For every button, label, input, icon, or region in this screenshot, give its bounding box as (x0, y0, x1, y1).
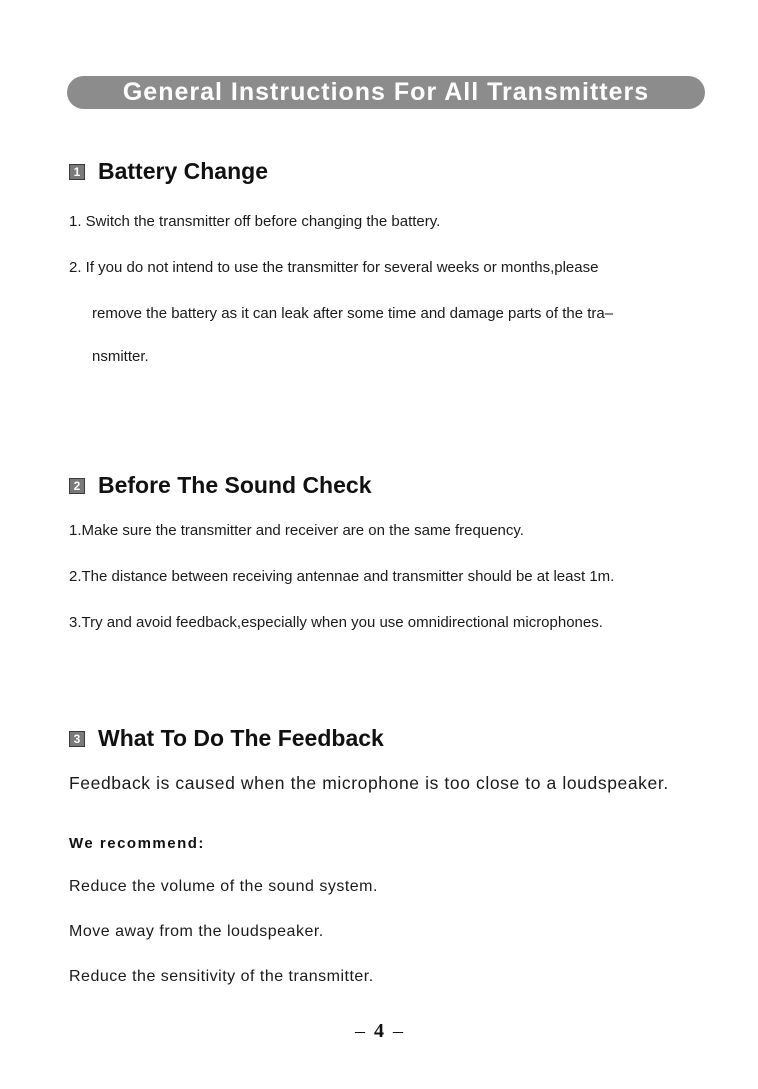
section-number-box: 1 (69, 164, 85, 180)
recommendation-item: Reduce the volume of the sound system. (69, 878, 378, 895)
section-number-box: 2 (69, 478, 85, 494)
recommendation-item: Reduce the sensitivity of the transmitter. (69, 968, 374, 985)
page-number (0, 1020, 758, 1043)
section-number-box: 3 (69, 731, 85, 747)
section-before-sound-check (69, 472, 371, 499)
section-heading: Before The Sound Check (98, 472, 372, 498)
page-dash-right: – (393, 1020, 403, 1042)
recommendation-item: Move away from the loudspeaker. (69, 923, 324, 940)
page-title: General Instructions For All Transmitters (122, 78, 650, 106)
list-item-continuation: nsmitter. (92, 348, 149, 365)
section-feedback (69, 725, 384, 752)
section-battery-change (69, 158, 268, 185)
title-banner (67, 76, 705, 109)
list-item: 2. If you do not intend to use the transmitter for several weeks or months,please (69, 259, 599, 276)
page-number-value: 4 (374, 1020, 384, 1042)
list-item-continuation: remove the battery as it can leak after some time and damage parts of the tra– (92, 305, 614, 322)
recommend-label: We recommend: (69, 835, 205, 852)
list-item: 1.Make sure the transmitter and receiver are on the same frequency. (69, 522, 524, 539)
page-dash-left: – (355, 1020, 365, 1042)
list-item: 3.Try and avoid feedback,especially when you use omnidirectional microphones. (69, 614, 603, 631)
feedback-intro: Feedback is caused when the microphone is too close to a loudspeaker. (69, 773, 669, 793)
list-item: 2.The distance between receiving antennae and transmitter should be at least 1m. (69, 568, 615, 585)
section-heading: Battery Change (98, 158, 268, 184)
list-item: 1. Switch the transmitter off before changing the battery. (69, 213, 441, 230)
section-heading: What To Do The Feedback (98, 725, 384, 751)
